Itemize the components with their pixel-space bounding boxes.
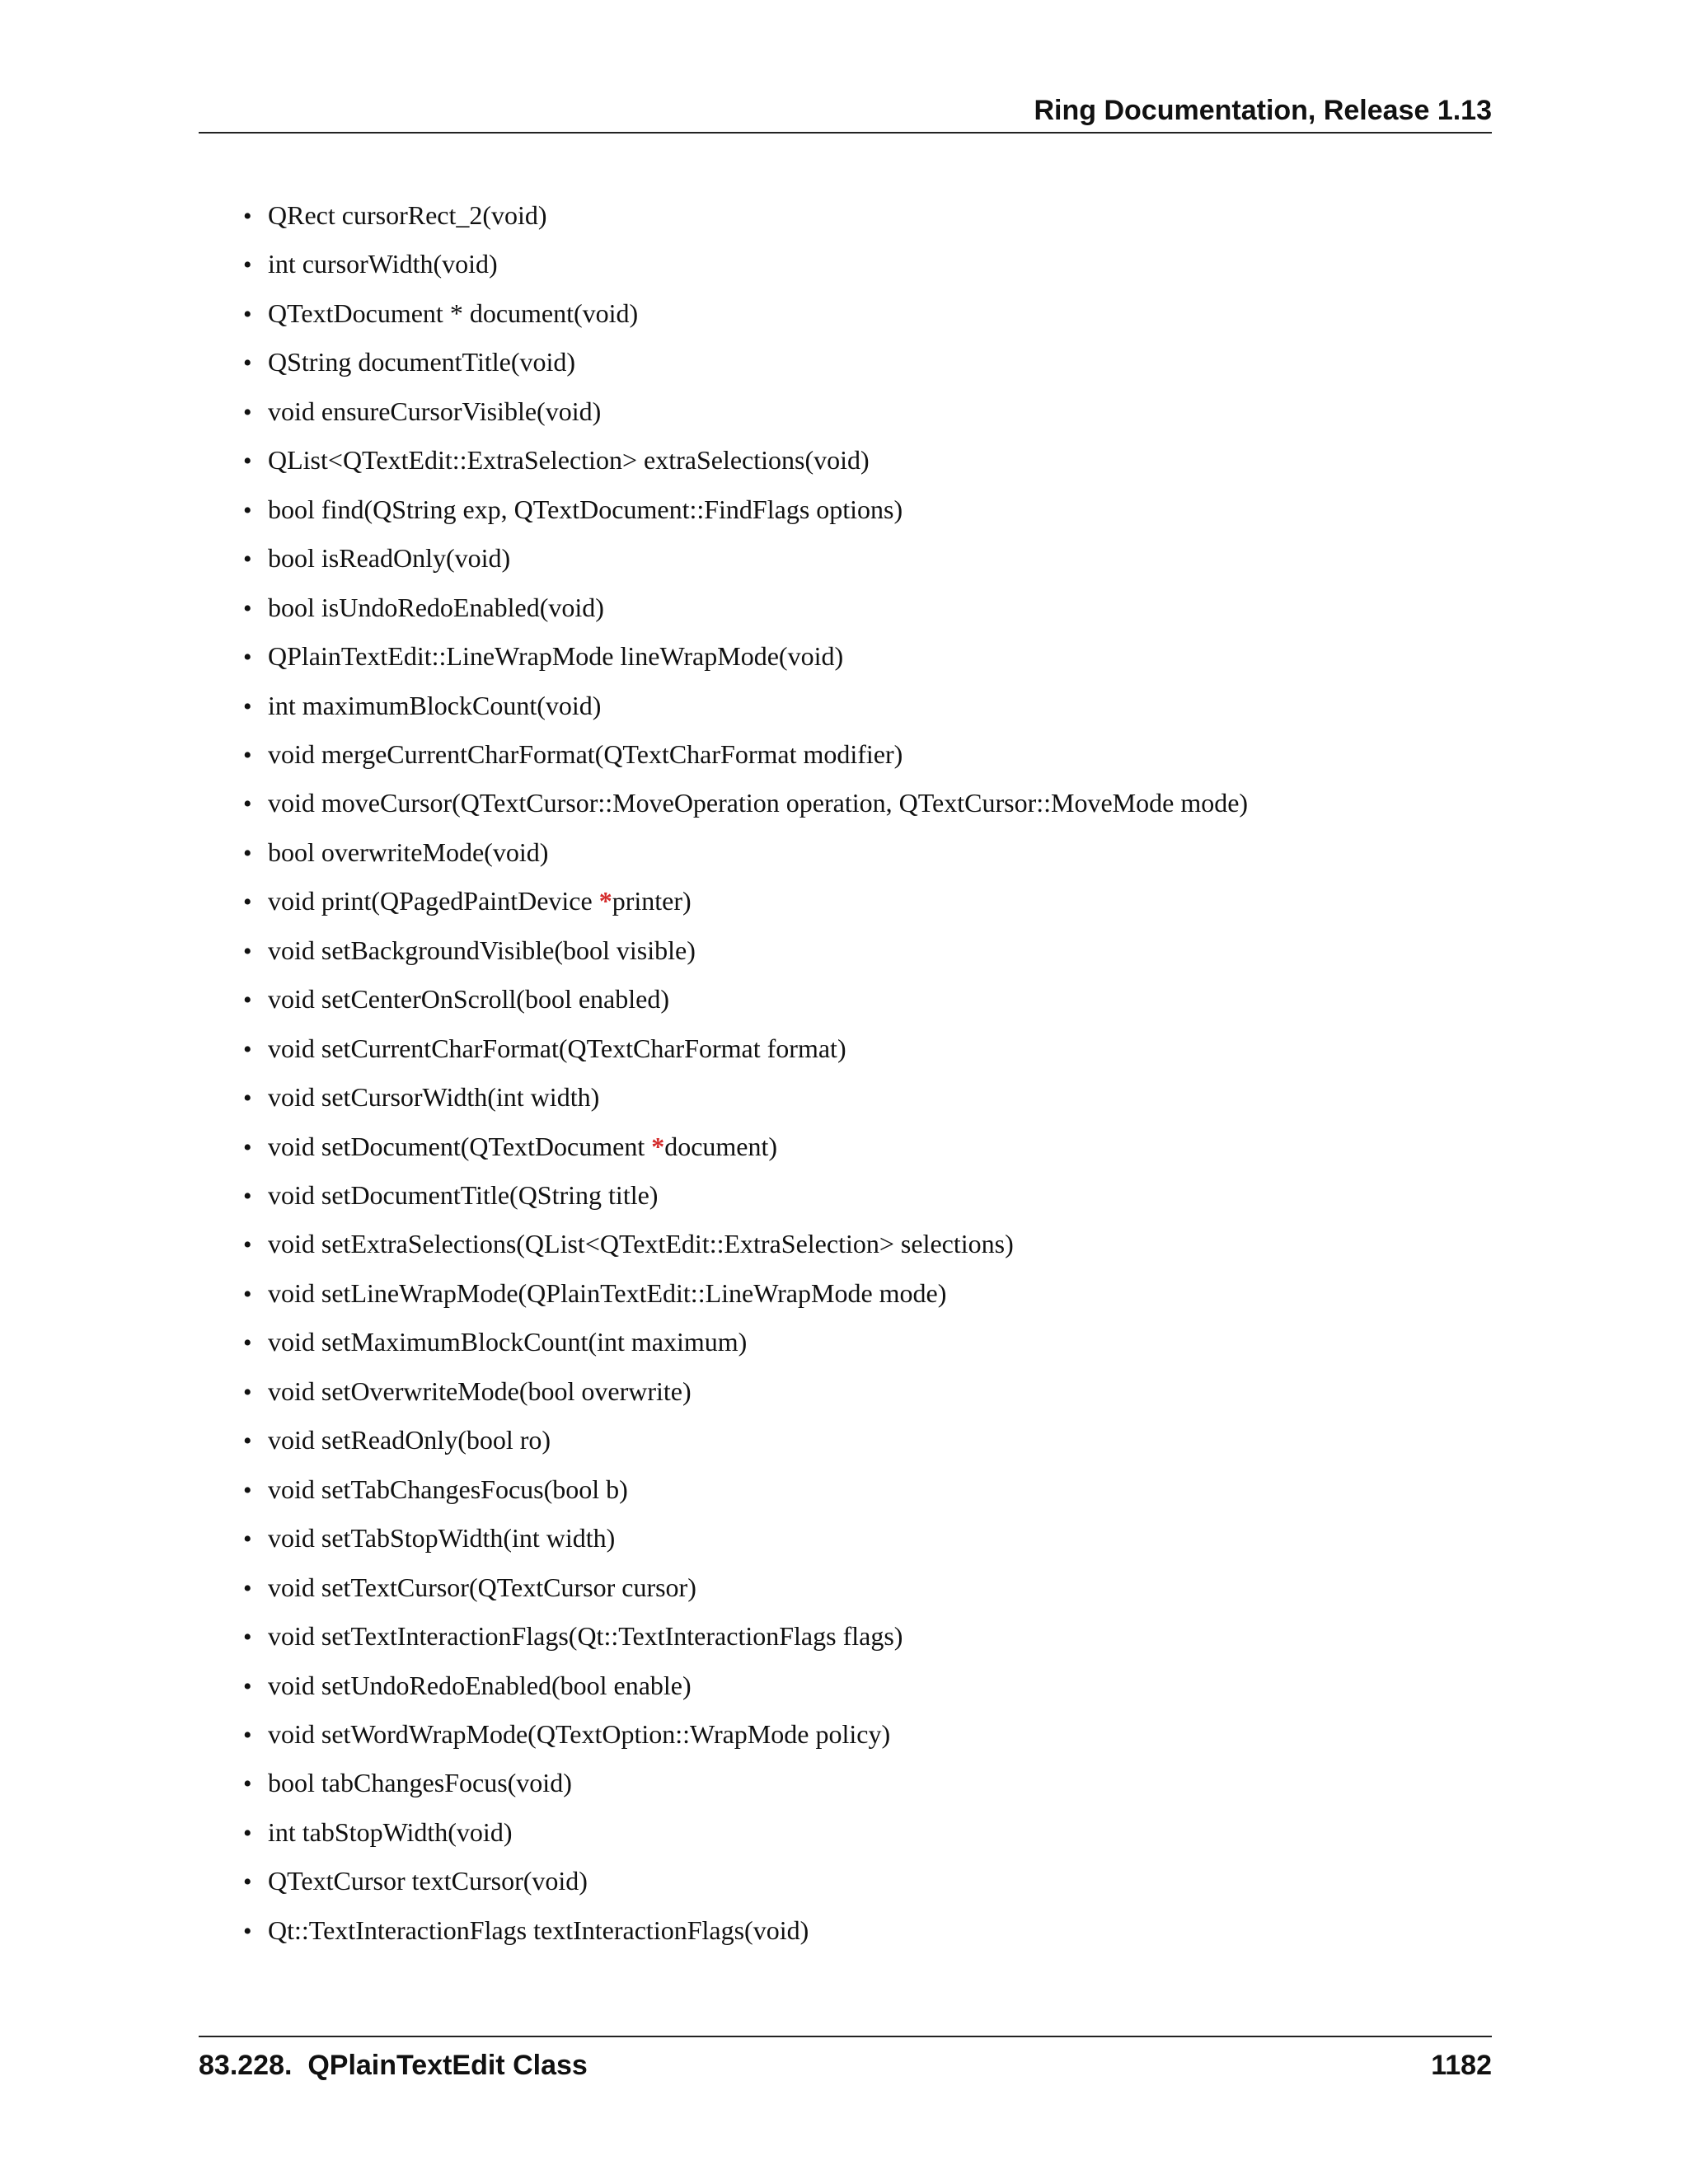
method-signature: void setMaximumBlockCount(int maximum) [268, 1327, 748, 1357]
bullet-icon: • [243, 1281, 252, 1308]
method-signature: bool find(QString exp, QTextDocument::FindFlags options) [268, 494, 903, 524]
method-signature: bool isUndoRedoEnabled(void) [268, 593, 604, 622]
page-footer [199, 2036, 1492, 2087]
bullet-icon: • [243, 1575, 252, 1602]
bullet-icon: • [243, 448, 252, 475]
method-signature: void setTextInteractionFlags(Qt::TextInteractionFlags flags) [268, 1621, 903, 1651]
method-list-item [243, 687, 601, 724]
method-signature: void setDocument(QTextDocument *document) [268, 1132, 778, 1161]
method-signature: bool tabChangesFocus(void) [268, 1768, 572, 1797]
bullet-icon: • [243, 1526, 252, 1553]
bullet-icon: • [243, 888, 252, 916]
method-signature: void setUndoRedoEnabled(bool enable) [268, 1671, 692, 1700]
bullet-icon: • [243, 1085, 252, 1112]
method-list-item [243, 980, 669, 1018]
method-signature: void ensureCursorVisible(void) [268, 396, 602, 426]
method-list-item [243, 1911, 809, 1949]
method-signature: bool overwriteMode(void) [268, 837, 549, 867]
document-title: Ring Documentation, Release 1.13 [1034, 95, 1492, 126]
method-signature: void setOverwriteMode(bool overwrite) [268, 1376, 692, 1406]
method-list-item [243, 1813, 512, 1851]
method-list-item [243, 1666, 692, 1704]
page-header [199, 91, 1492, 134]
method-signature: QPlainTextEdit::LineWrapMode lineWrapMode(void) [268, 641, 844, 671]
bullet-icon: • [243, 1918, 252, 1945]
bullet-icon: • [243, 1379, 252, 1406]
bullet-icon: • [243, 987, 252, 1014]
bullet-icon: • [243, 1820, 252, 1847]
bullet-icon: • [243, 399, 252, 426]
method-signature: int maximumBlockCount(void) [268, 691, 602, 720]
bullet-icon: • [243, 1036, 252, 1063]
bullet-icon: • [243, 349, 252, 377]
method-list-item [243, 1470, 628, 1508]
method-signature: int tabStopWidth(void) [268, 1817, 513, 1847]
method-list-item [243, 245, 498, 283]
method-list-item [243, 1568, 696, 1606]
method-signature: void setCursorWidth(int width) [268, 1082, 600, 1112]
bullet-icon: • [243, 644, 252, 671]
bullet-icon: • [243, 1183, 252, 1210]
method-list-item [243, 1323, 747, 1361]
bullet-icon: • [243, 790, 252, 818]
method-signature: void mergeCurrentCharFormat(QTextCharFormat modifier) [268, 739, 903, 769]
bullet-icon: • [243, 1134, 252, 1161]
method-signature: QString documentTitle(void) [268, 347, 576, 377]
method-list-item [243, 833, 548, 871]
bullet-icon: • [243, 546, 252, 573]
method-list-item [243, 196, 547, 234]
method-list-item [243, 637, 843, 675]
method-list-item [243, 490, 903, 528]
method-list-item [243, 392, 601, 430]
method-list-item [243, 1225, 1014, 1263]
method-list-item [243, 343, 575, 381]
method-list-item [243, 1127, 777, 1165]
section-title: 83.228. QPlainTextEdit Class [199, 2050, 588, 2081]
method-signature: void setTextCursor(QTextCursor cursor) [268, 1572, 696, 1602]
method-signature: void setCenterOnScroll(bool enabled) [268, 984, 669, 1014]
bullet-icon: • [243, 938, 252, 965]
method-list-item [243, 1176, 658, 1214]
method-signature: QTextDocument * document(void) [268, 298, 639, 328]
method-list-item [243, 784, 1248, 822]
bullet-icon: • [243, 1231, 252, 1258]
method-signature: void setDocumentTitle(QString title) [268, 1180, 659, 1210]
bullet-icon: • [243, 693, 252, 720]
method-list-item [243, 1421, 551, 1459]
bullet-icon: • [243, 203, 252, 230]
bullet-icon: • [243, 595, 252, 622]
bullet-icon: • [243, 840, 252, 867]
method-signature: void setLineWrapMode(QPlainTextEdit::LineWrapMode mode) [268, 1278, 947, 1308]
method-signature: QRect cursorRect_2(void) [268, 200, 547, 230]
method-signature: int cursorWidth(void) [268, 249, 498, 279]
method-signature: void setReadOnly(bool ro) [268, 1425, 551, 1455]
bullet-icon: • [243, 1673, 252, 1700]
page-number: 1182 [1431, 2050, 1492, 2081]
method-list-item [243, 882, 692, 920]
bullet-icon: • [243, 1770, 252, 1797]
bullet-icon: • [243, 1722, 252, 1749]
method-list-item [243, 1372, 692, 1410]
bullet-icon: • [243, 251, 252, 279]
method-signature: void setWordWrapMode(QTextOption::WrapMode policy) [268, 1719, 891, 1749]
method-signature: void setBackgroundVisible(bool visible) [268, 935, 696, 965]
method-list-item [243, 735, 903, 773]
method-signature: void setTabChangesFocus(bool b) [268, 1474, 628, 1504]
bullet-icon: • [243, 497, 252, 524]
method-signature: QTextCursor textCursor(void) [268, 1866, 588, 1896]
bullet-icon: • [243, 1624, 252, 1651]
method-list-item [243, 1078, 599, 1116]
bullet-icon: • [243, 742, 252, 769]
method-signature: void setCurrentCharFormat(QTextCharFormat format) [268, 1033, 846, 1063]
method-list-item [243, 1519, 615, 1557]
bullet-icon: • [243, 1427, 252, 1455]
method-list-item [243, 539, 510, 577]
bullet-icon: • [243, 301, 252, 328]
method-list-item [243, 1764, 572, 1802]
method-list-item [243, 588, 604, 626]
method-list-item [243, 1617, 903, 1655]
method-signature: bool isReadOnly(void) [268, 543, 511, 573]
method-signature: void moveCursor(QTextCursor::MoveOperation operation, QTextCursor::MoveMode mode) [268, 788, 1249, 818]
method-signature: QList<QTextEdit::ExtraSelection> extraSelections(void) [268, 445, 870, 475]
method-list-item [243, 1715, 890, 1753]
method-signature: void setTabStopWidth(int width) [268, 1523, 616, 1553]
method-signature: Qt::TextInteractionFlags textInteractionFlags(void) [268, 1915, 809, 1945]
method-list-item [243, 441, 870, 479]
method-signature: void setExtraSelections(QList<QTextEdit::ExtraSelection> selections) [268, 1229, 1014, 1258]
method-list-item [243, 294, 638, 332]
method-list-item [243, 931, 696, 969]
bullet-icon: • [243, 1329, 252, 1357]
bullet-icon: • [243, 1868, 252, 1896]
method-list-item [243, 1862, 588, 1900]
method-list-item [243, 1029, 846, 1067]
method-signature: void print(QPagedPaintDevice *printer) [268, 886, 692, 916]
bullet-icon: • [243, 1477, 252, 1504]
method-list-item [243, 1274, 946, 1312]
